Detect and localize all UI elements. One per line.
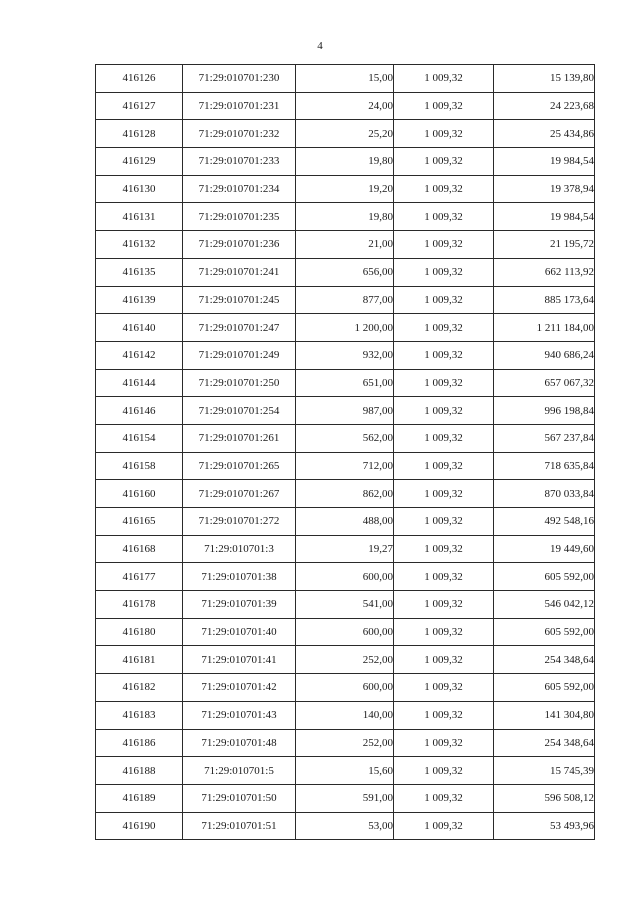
table-row (96, 120, 595, 148)
total-value-cell: 662 113,92 (494, 258, 595, 286)
parcel-id-cell: 416132 (96, 231, 183, 259)
unit-value-cell: 1 009,32 (394, 120, 494, 148)
cadastral-number-cell: 71:29:010701:254 (183, 397, 296, 425)
total-value-cell: 19 984,54 (494, 148, 595, 176)
parcel-id-cell: 416190 (96, 812, 183, 840)
area-cell: 252,00 (296, 646, 394, 674)
parcel-id-cell: 416158 (96, 452, 183, 480)
parcel-id-cell: 416144 (96, 369, 183, 397)
area-cell: 591,00 (296, 784, 394, 812)
cadastral-number-cell: 71:29:010701:265 (183, 452, 296, 480)
cadastral-number-cell: 71:29:010701:41 (183, 646, 296, 674)
parcel-id-cell: 416128 (96, 120, 183, 148)
table-row (96, 674, 595, 702)
area-cell: 252,00 (296, 729, 394, 757)
total-value-cell: 53 493,96 (494, 812, 595, 840)
total-value-cell: 605 592,00 (494, 674, 595, 702)
table-row (96, 535, 595, 563)
table-row (96, 480, 595, 508)
table-row (96, 452, 595, 480)
table-row (96, 812, 595, 840)
table-row (96, 563, 595, 591)
cadastral-number-cell: 71:29:010701:261 (183, 424, 296, 452)
unit-value-cell: 1 009,32 (394, 314, 494, 342)
cadastral-number-cell: 71:29:010701:249 (183, 341, 296, 369)
unit-value-cell: 1 009,32 (394, 674, 494, 702)
parcel-id-cell: 416189 (96, 784, 183, 812)
parcel-id-cell: 416178 (96, 591, 183, 619)
area-cell: 877,00 (296, 286, 394, 314)
cadastral-number-cell: 71:29:010701:247 (183, 314, 296, 342)
total-value-cell: 15 139,80 (494, 65, 595, 93)
table-row (96, 258, 595, 286)
total-value-cell: 21 195,72 (494, 231, 595, 259)
parcel-id-cell: 416181 (96, 646, 183, 674)
area-cell: 21,00 (296, 231, 394, 259)
table-row (96, 397, 595, 425)
unit-value-cell: 1 009,32 (394, 369, 494, 397)
table-row (96, 286, 595, 314)
area-cell: 562,00 (296, 424, 394, 452)
unit-value-cell: 1 009,32 (394, 729, 494, 757)
parcel-id-cell: 416183 (96, 701, 183, 729)
table-row (96, 701, 595, 729)
total-value-cell: 996 198,84 (494, 397, 595, 425)
parcel-id-cell: 416131 (96, 203, 183, 231)
area-cell: 600,00 (296, 618, 394, 646)
cadastral-number-cell: 71:29:010701:234 (183, 175, 296, 203)
area-cell: 712,00 (296, 452, 394, 480)
page-number: 4 (317, 40, 323, 52)
cadastral-number-cell: 71:29:010701:42 (183, 674, 296, 702)
unit-value-cell: 1 009,32 (394, 203, 494, 231)
unit-value-cell: 1 009,32 (394, 618, 494, 646)
total-value-cell: 870 033,84 (494, 480, 595, 508)
unit-value-cell: 1 009,32 (394, 646, 494, 674)
table-row (96, 618, 595, 646)
unit-value-cell: 1 009,32 (394, 397, 494, 425)
table-row (96, 231, 595, 259)
table-body (96, 65, 595, 840)
area-cell: 25,20 (296, 120, 394, 148)
unit-value-cell: 1 009,32 (394, 784, 494, 812)
cadastral-number-cell: 71:29:010701:3 (183, 535, 296, 563)
table-row (96, 314, 595, 342)
total-value-cell: 657 067,32 (494, 369, 595, 397)
area-cell: 19,20 (296, 175, 394, 203)
cadastral-number-cell: 71:29:010701:43 (183, 701, 296, 729)
total-value-cell: 885 173,64 (494, 286, 595, 314)
land-value-table (95, 64, 595, 840)
cadastral-number-cell: 71:29:010701:50 (183, 784, 296, 812)
total-value-cell: 605 592,00 (494, 618, 595, 646)
parcel-id-cell: 416135 (96, 258, 183, 286)
table-row (96, 148, 595, 176)
table-row (96, 757, 595, 785)
unit-value-cell: 1 009,32 (394, 258, 494, 286)
total-value-cell: 718 635,84 (494, 452, 595, 480)
cadastral-number-cell: 71:29:010701:40 (183, 618, 296, 646)
table-row (96, 646, 595, 674)
table-row (96, 784, 595, 812)
area-cell: 987,00 (296, 397, 394, 425)
cadastral-number-cell: 71:29:010701:48 (183, 729, 296, 757)
cadastral-number-cell: 71:29:010701:233 (183, 148, 296, 176)
cadastral-number-cell: 71:29:010701:241 (183, 258, 296, 286)
unit-value-cell: 1 009,32 (394, 757, 494, 785)
parcel-id-cell: 416188 (96, 757, 183, 785)
area-cell: 15,60 (296, 757, 394, 785)
unit-value-cell: 1 009,32 (394, 812, 494, 840)
total-value-cell: 546 042,12 (494, 591, 595, 619)
area-cell: 24,00 (296, 92, 394, 120)
total-value-cell: 19 449,60 (494, 535, 595, 563)
cadastral-number-cell: 71:29:010701:235 (183, 203, 296, 231)
total-value-cell: 254 348,64 (494, 729, 595, 757)
parcel-id-cell: 416180 (96, 618, 183, 646)
unit-value-cell: 1 009,32 (394, 563, 494, 591)
parcel-id-cell: 416182 (96, 674, 183, 702)
parcel-id-cell: 416142 (96, 341, 183, 369)
table-row (96, 591, 595, 619)
parcel-id-cell: 416165 (96, 508, 183, 536)
table-row (96, 65, 595, 93)
unit-value-cell: 1 009,32 (394, 231, 494, 259)
cadastral-number-cell: 71:29:010701:39 (183, 591, 296, 619)
area-cell: 656,00 (296, 258, 394, 286)
unit-value-cell: 1 009,32 (394, 148, 494, 176)
unit-value-cell: 1 009,32 (394, 701, 494, 729)
total-value-cell: 24 223,68 (494, 92, 595, 120)
total-value-cell: 141 304,80 (494, 701, 595, 729)
total-value-cell: 1 211 184,00 (494, 314, 595, 342)
unit-value-cell: 1 009,32 (394, 341, 494, 369)
parcel-id-cell: 416146 (96, 397, 183, 425)
parcel-id-cell: 416129 (96, 148, 183, 176)
unit-value-cell: 1 009,32 (394, 535, 494, 563)
total-value-cell: 19 984,54 (494, 203, 595, 231)
area-cell: 19,80 (296, 203, 394, 231)
parcel-id-cell: 416127 (96, 92, 183, 120)
unit-value-cell: 1 009,32 (394, 424, 494, 452)
unit-value-cell: 1 009,32 (394, 65, 494, 93)
area-cell: 19,27 (296, 535, 394, 563)
area-cell: 932,00 (296, 341, 394, 369)
area-cell: 541,00 (296, 591, 394, 619)
unit-value-cell: 1 009,32 (394, 175, 494, 203)
total-value-cell: 567 237,84 (494, 424, 595, 452)
unit-value-cell: 1 009,32 (394, 92, 494, 120)
cadastral-number-cell: 71:29:010701:236 (183, 231, 296, 259)
parcel-id-cell: 416140 (96, 314, 183, 342)
cadastral-number-cell: 71:29:010701:267 (183, 480, 296, 508)
cadastral-number-cell: 71:29:010701:232 (183, 120, 296, 148)
total-value-cell: 596 508,12 (494, 784, 595, 812)
unit-value-cell: 1 009,32 (394, 508, 494, 536)
table-row (96, 203, 595, 231)
total-value-cell: 492 548,16 (494, 508, 595, 536)
total-value-cell: 25 434,86 (494, 120, 595, 148)
area-cell: 651,00 (296, 369, 394, 397)
area-cell: 15,00 (296, 65, 394, 93)
parcel-id-cell: 416177 (96, 563, 183, 591)
parcel-id-cell: 416186 (96, 729, 183, 757)
table-row (96, 729, 595, 757)
unit-value-cell: 1 009,32 (394, 286, 494, 314)
total-value-cell: 940 686,24 (494, 341, 595, 369)
unit-value-cell: 1 009,32 (394, 452, 494, 480)
parcel-id-cell: 416160 (96, 480, 183, 508)
total-value-cell: 15 745,39 (494, 757, 595, 785)
area-cell: 488,00 (296, 508, 394, 536)
cadastral-number-cell: 71:29:010701:5 (183, 757, 296, 785)
cadastral-number-cell: 71:29:010701:250 (183, 369, 296, 397)
area-cell: 53,00 (296, 812, 394, 840)
area-cell: 140,00 (296, 701, 394, 729)
cadastral-number-cell: 71:29:010701:245 (183, 286, 296, 314)
cadastral-number-cell: 71:29:010701:51 (183, 812, 296, 840)
table-row (96, 424, 595, 452)
parcel-id-cell: 416168 (96, 535, 183, 563)
parcel-id-cell: 416126 (96, 65, 183, 93)
cadastral-number-cell: 71:29:010701:272 (183, 508, 296, 536)
unit-value-cell: 1 009,32 (394, 480, 494, 508)
total-value-cell: 19 378,94 (494, 175, 595, 203)
table-row (96, 341, 595, 369)
table-row (96, 175, 595, 203)
area-cell: 600,00 (296, 563, 394, 591)
table-row (96, 508, 595, 536)
table-row (96, 92, 595, 120)
cadastral-number-cell: 71:29:010701:231 (183, 92, 296, 120)
parcel-id-cell: 416154 (96, 424, 183, 452)
cadastral-number-cell: 71:29:010701:230 (183, 65, 296, 93)
parcel-id-cell: 416139 (96, 286, 183, 314)
area-cell: 1 200,00 (296, 314, 394, 342)
area-cell: 600,00 (296, 674, 394, 702)
total-value-cell: 605 592,00 (494, 563, 595, 591)
table-row (96, 369, 595, 397)
area-cell: 19,80 (296, 148, 394, 176)
area-cell: 862,00 (296, 480, 394, 508)
parcel-id-cell: 416130 (96, 175, 183, 203)
total-value-cell: 254 348,64 (494, 646, 595, 674)
unit-value-cell: 1 009,32 (394, 591, 494, 619)
cadastral-number-cell: 71:29:010701:38 (183, 563, 296, 591)
